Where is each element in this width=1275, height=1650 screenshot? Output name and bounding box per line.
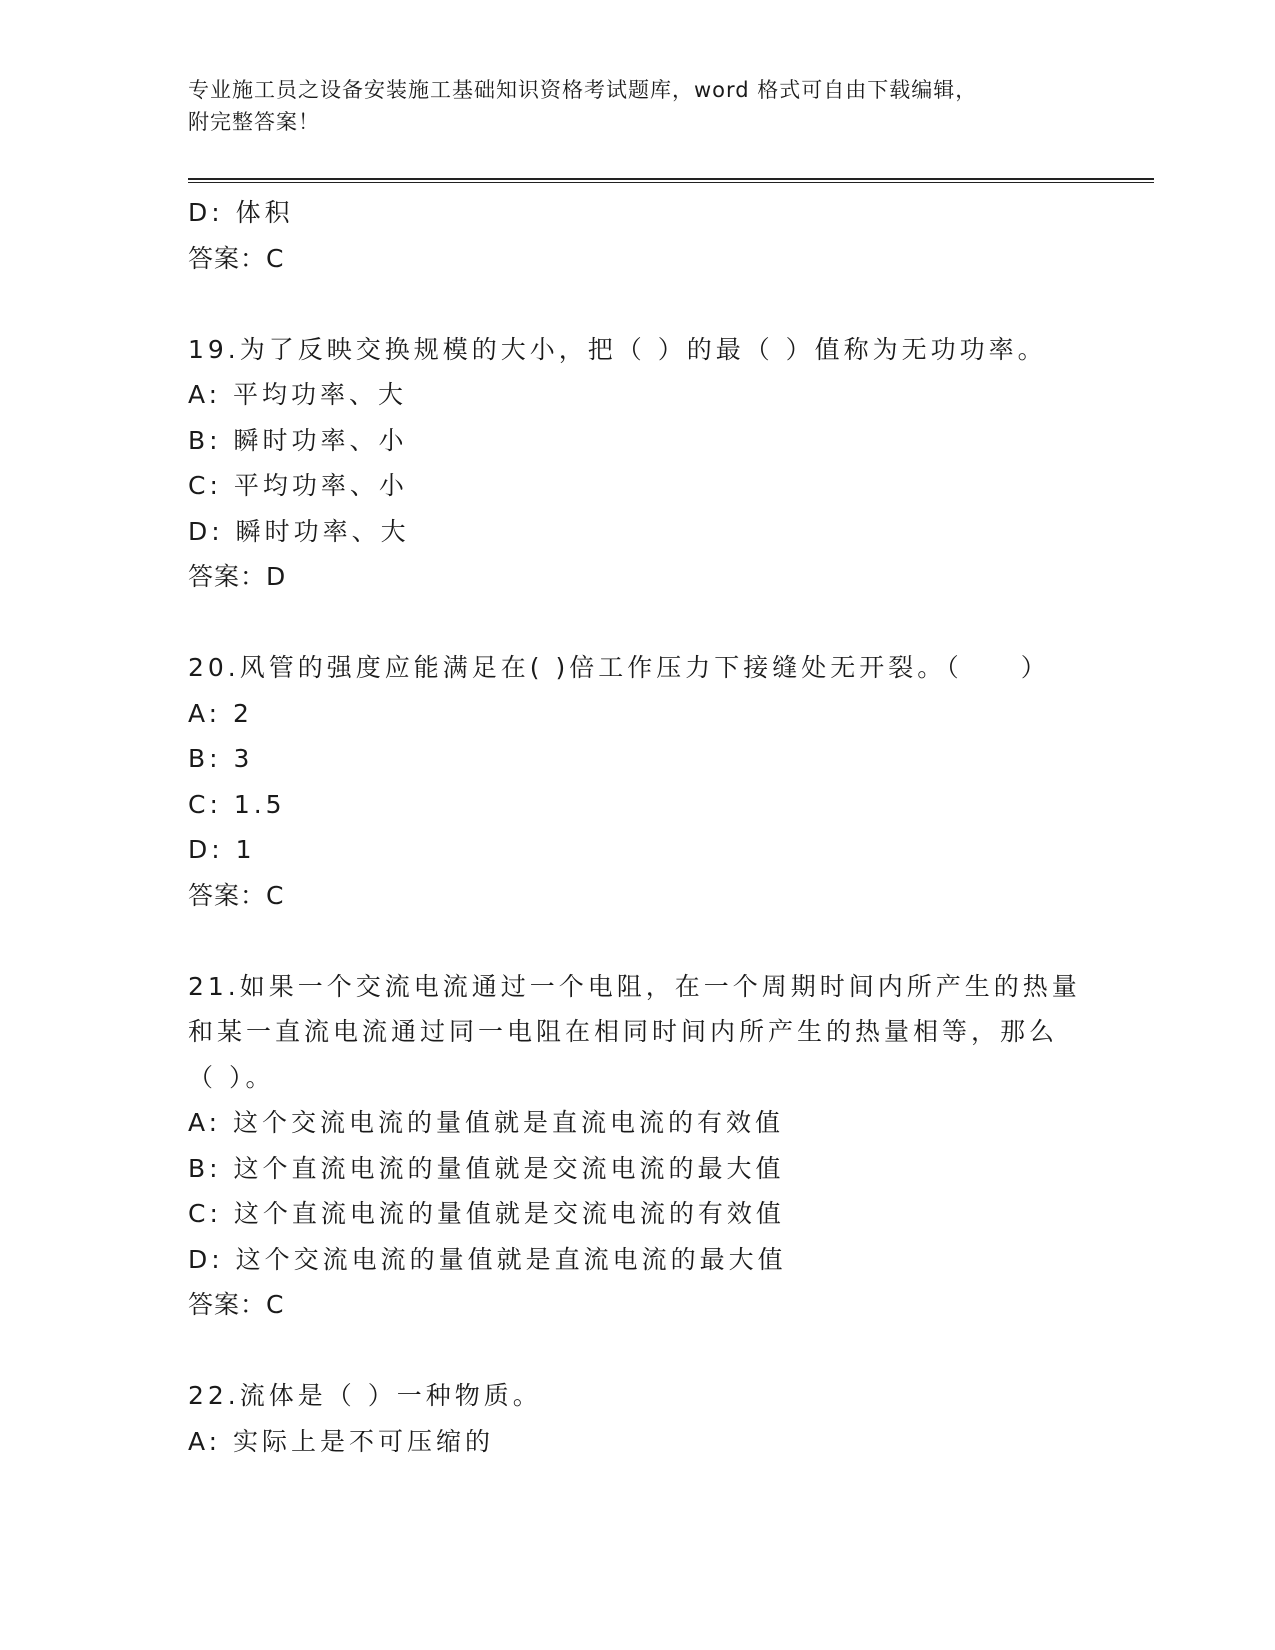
answer-line: 答案：C [188,243,285,273]
question-gap [188,281,1088,327]
option-c: C: 这个直流电流的量值就是交流电流的有效值 [188,1199,785,1228]
question-text: 20.风管的强度应能满足在( )倍工作压力下接缝处无开裂。（ ） [188,653,1050,682]
question-19 [188,327,1088,600]
option-b: B: 3 [188,744,254,773]
header-rule-thick [188,178,1154,180]
document-header [188,74,1088,138]
question-21 [188,964,1088,1328]
question-list [188,190,1088,1464]
option-a: A: 2 [188,698,253,728]
header-line-2: 附完整答案！ [188,110,320,134]
question-20 [188,645,1088,918]
question-gap [188,1328,1088,1374]
option-a: A: 平均功率、大 [188,380,408,409]
answer-line: 答案：D [188,562,287,591]
option-d: D: 瞬时功率、大 [188,516,410,546]
question-text: 19.为了反映交换规模的大小，把（ ）的最（ ）值称为无功功率。 [188,334,1047,364]
question-text: 22.流体是（ ）一种物质。 [188,1381,542,1410]
answer-line: 答案：C [188,1290,285,1319]
option-d: D: 这个交流电流的量值就是直流电流的最大值 [188,1244,787,1274]
question-gap [188,918,1088,964]
question-text-line-1: 21.如果一个交流电流通过一个电阻，在一个周期时间内所产生的热量 [188,971,1081,1001]
header-rule-thin [188,182,1154,183]
option-c: C: 平均功率、小 [188,471,408,500]
option-c: C: 1.5 [188,789,286,819]
question-gap [188,600,1088,646]
question-text-line-3: （ ）。 [188,1062,275,1092]
header-line-1: 专业施工员之设备安装施工基础知识资格考试题库，word 格式可自由下载编辑， [188,78,978,102]
option-d: D: 体积 [188,198,294,227]
option-b: B: 这个直流电流的量值就是交流电流的最大值 [188,1153,785,1183]
question-22 [188,1373,1088,1464]
option-b: B: 瞬时功率、小 [188,425,408,455]
option-d: D: 1 [188,835,256,864]
option-a: A: 实际上是不可压缩的 [188,1426,495,1456]
question-text-line-2: 和某一直流电流通过同一电阻在相同时间内所产生的热量相等，那么 [188,1017,1059,1046]
answer-line: 答案：C [188,880,285,910]
option-a: A: 这个交流电流的量值就是直流电流的有效值 [188,1108,785,1137]
